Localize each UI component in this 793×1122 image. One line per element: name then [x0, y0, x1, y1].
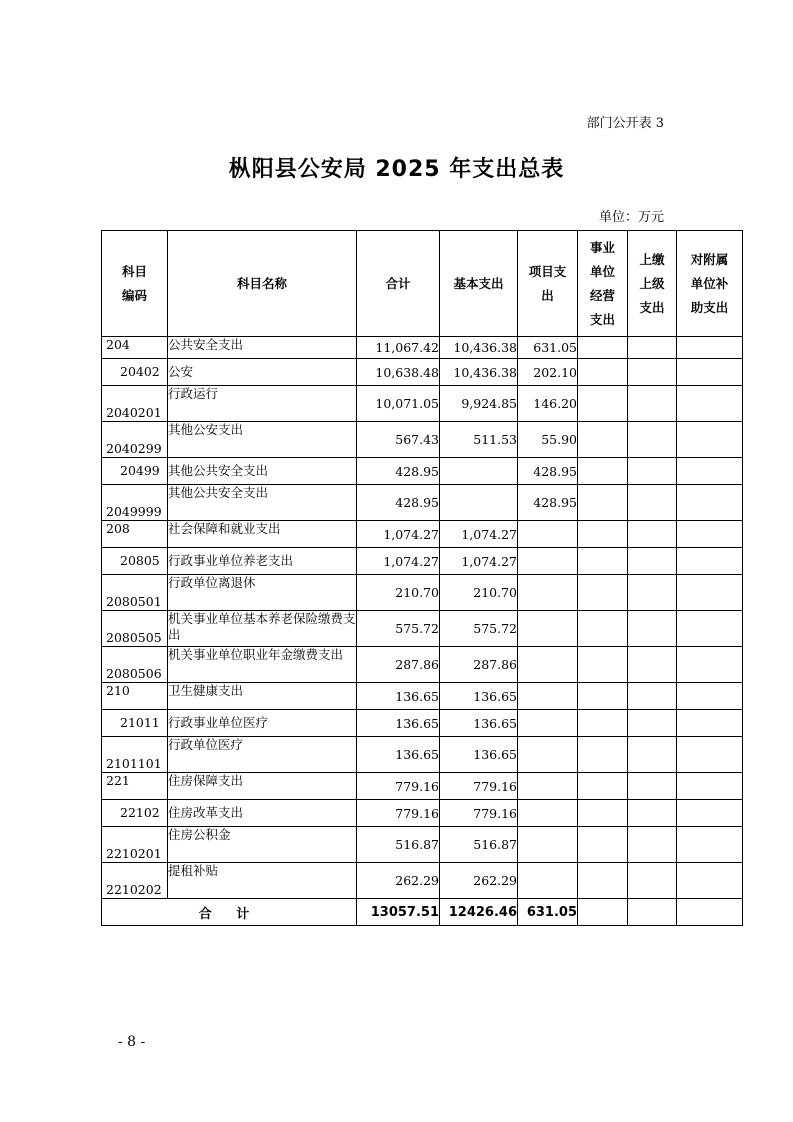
empty-cell	[677, 800, 743, 827]
empty-cell	[578, 548, 628, 575]
total-amount: 11,067.42	[357, 337, 440, 359]
basic-amount: 1,074.27	[440, 548, 518, 575]
header-total: 合计	[357, 231, 440, 337]
table-row	[102, 386, 743, 422]
header-business-line: 事业	[589, 239, 615, 255]
total-amount: 287.86	[357, 647, 440, 683]
project-amount	[518, 575, 578, 611]
subject-name: 其他公安支出	[168, 422, 357, 458]
header-upper-line: 上缴	[639, 251, 665, 267]
subject-name: 提租补贴	[168, 863, 357, 899]
subject-code-cell	[102, 800, 168, 827]
subject-name: 卫生健康支出	[168, 683, 357, 710]
subject-code-cell	[102, 386, 168, 422]
empty-cell	[628, 386, 677, 422]
subject-code-cell	[102, 737, 168, 773]
empty-cell	[628, 458, 677, 485]
table-row	[102, 337, 743, 359]
grand-project-amount: 631.05	[518, 899, 578, 926]
subject-name: 行政运行	[168, 386, 357, 422]
empty-cell	[677, 485, 743, 521]
total-amount: 210.70	[357, 575, 440, 611]
table-row	[102, 800, 743, 827]
subject-code: 208	[106, 521, 130, 536]
header-subsidy-line: 助支出	[690, 299, 729, 315]
header-name: 科目名称	[168, 231, 357, 337]
project-amount	[518, 611, 578, 647]
project-amount	[518, 863, 578, 899]
subject-code: 21011	[120, 715, 160, 730]
empty-cell	[677, 647, 743, 683]
empty-cell	[677, 548, 743, 575]
empty-cell	[578, 575, 628, 611]
grand-total-amount: 13057.51	[357, 899, 440, 926]
header-project-line: 项目支	[528, 263, 567, 279]
subject-code-cell	[102, 485, 168, 521]
empty-cell	[578, 710, 628, 737]
empty-cell	[677, 827, 743, 863]
table-row	[102, 521, 743, 548]
subject-name: 公共安全支出	[168, 337, 357, 359]
empty-cell	[628, 575, 677, 611]
header-code-line: 科目	[121, 263, 147, 279]
basic-amount: 511.53	[440, 422, 518, 458]
subject-code: 2210202	[106, 882, 162, 897]
header-subsidy-line: 单位补	[690, 275, 729, 291]
subject-code: 22102	[120, 805, 160, 820]
header-basic: 基本支出	[440, 231, 518, 337]
project-amount	[518, 683, 578, 710]
project-amount: 631.05	[518, 337, 578, 359]
subject-name: 其他公共安全支出	[168, 485, 357, 521]
total-amount: 1,074.27	[357, 548, 440, 575]
header-subsidy-line: 对附属	[690, 251, 729, 267]
table-row	[102, 458, 743, 485]
subject-code-cell	[102, 827, 168, 863]
subject-code: 210	[106, 683, 130, 698]
subject-code-cell	[102, 611, 168, 647]
header-project	[518, 231, 578, 337]
header-business-line: 单位	[589, 263, 615, 279]
empty-cell	[677, 611, 743, 647]
project-amount: 202.10	[518, 359, 578, 386]
empty-cell	[578, 485, 628, 521]
subject-name: 住房公积金	[168, 827, 357, 863]
project-amount	[518, 737, 578, 773]
empty-cell	[628, 737, 677, 773]
basic-amount: 136.65	[440, 710, 518, 737]
empty-cell	[578, 521, 628, 548]
grand-basic-amount: 12426.46	[440, 899, 518, 926]
header-upper-line: 支出	[639, 299, 665, 315]
empty-cell	[628, 611, 677, 647]
empty-cell	[578, 800, 628, 827]
table-row	[102, 683, 743, 710]
header-code-line: 编码	[121, 287, 147, 303]
subject-name: 行政事业单位医疗	[168, 710, 357, 737]
basic-amount: 287.86	[440, 647, 518, 683]
subject-code: 2040201	[106, 405, 162, 420]
basic-amount: 9,924.85	[440, 386, 518, 422]
subject-code: 2080501	[106, 594, 162, 609]
empty-cell	[578, 458, 628, 485]
empty-cell	[628, 359, 677, 386]
subject-code: 20499	[120, 463, 160, 478]
header-business	[578, 231, 628, 337]
project-amount	[518, 710, 578, 737]
basic-amount: 516.87	[440, 827, 518, 863]
basic-amount: 210.70	[440, 575, 518, 611]
subject-code-cell	[102, 337, 168, 359]
project-amount	[518, 773, 578, 800]
subject-code-cell	[102, 548, 168, 575]
total-amount: 428.95	[357, 485, 440, 521]
empty-cell	[677, 575, 743, 611]
empty-cell	[628, 683, 677, 710]
project-amount	[518, 548, 578, 575]
empty-cell	[628, 710, 677, 737]
empty-cell	[578, 773, 628, 800]
empty-cell	[628, 827, 677, 863]
empty-cell	[677, 737, 743, 773]
empty-cell	[677, 899, 743, 926]
empty-cell	[677, 863, 743, 899]
project-amount	[518, 521, 578, 548]
empty-cell	[578, 683, 628, 710]
subject-code-cell	[102, 863, 168, 899]
basic-amount: 136.65	[440, 737, 518, 773]
total-amount: 779.16	[357, 773, 440, 800]
subject-name: 行政单位离退休	[168, 575, 357, 611]
project-amount: 55.90	[518, 422, 578, 458]
page-title: 枞阳县公安局 2025 年支出总表	[228, 157, 565, 182]
subject-code-cell	[102, 647, 168, 683]
total-amount: 567.43	[357, 422, 440, 458]
subject-code: 2101101	[106, 756, 162, 771]
empty-cell	[677, 386, 743, 422]
total-amount: 136.65	[357, 683, 440, 710]
subject-code: 2210201	[106, 846, 162, 861]
project-amount	[518, 647, 578, 683]
total-amount: 136.65	[357, 737, 440, 773]
subject-code-cell	[102, 575, 168, 611]
subject-name: 住房保障支出	[168, 773, 357, 800]
empty-cell	[628, 800, 677, 827]
empty-cell	[578, 899, 628, 926]
empty-cell	[628, 863, 677, 899]
basic-amount: 262.29	[440, 863, 518, 899]
header-subsidy	[677, 231, 743, 337]
subject-code-cell	[102, 521, 168, 548]
empty-cell	[628, 485, 677, 521]
subject-name: 社会保障和就业支出	[168, 521, 357, 548]
subject-code: 2049999	[106, 504, 162, 519]
expenditure-table	[101, 230, 743, 926]
table-row	[102, 710, 743, 737]
empty-cell	[677, 422, 743, 458]
basic-amount	[440, 458, 518, 485]
header-business-line: 经营	[589, 287, 615, 303]
table-row	[102, 647, 743, 683]
project-amount: 428.95	[518, 458, 578, 485]
subject-code: 204	[106, 337, 130, 352]
basic-amount: 779.16	[440, 773, 518, 800]
total-label: 合 计	[102, 899, 357, 926]
subject-name: 住房改革支出	[168, 800, 357, 827]
basic-amount: 10,436.38	[440, 359, 518, 386]
table-row	[102, 737, 743, 773]
project-amount: 146.20	[518, 386, 578, 422]
empty-cell	[677, 521, 743, 548]
basic-amount: 10,436.38	[440, 337, 518, 359]
subject-code: 2080505	[106, 630, 162, 645]
table-row	[102, 575, 743, 611]
header-code	[102, 231, 168, 337]
total-amount: 428.95	[357, 458, 440, 485]
empty-cell	[578, 386, 628, 422]
subject-code: 20805	[120, 553, 160, 568]
project-amount	[518, 827, 578, 863]
subject-name: 机关事业单位基本养老保险缴费支出	[168, 611, 357, 647]
empty-cell	[677, 359, 743, 386]
subject-name: 公安	[168, 359, 357, 386]
subject-name: 行政单位医疗	[168, 737, 357, 773]
empty-cell	[578, 359, 628, 386]
table-row	[102, 485, 743, 521]
table-row	[102, 548, 743, 575]
empty-cell	[628, 548, 677, 575]
empty-cell	[578, 863, 628, 899]
table-row	[102, 863, 743, 899]
subject-name: 行政事业单位养老支出	[168, 548, 357, 575]
subject-code-cell	[102, 773, 168, 800]
subject-code-cell	[102, 710, 168, 737]
header-upper	[628, 231, 677, 337]
total-row	[102, 899, 743, 926]
project-amount: 428.95	[518, 485, 578, 521]
subject-code: 2080506	[106, 666, 162, 681]
empty-cell	[677, 458, 743, 485]
table-header-row	[102, 231, 743, 337]
basic-amount: 779.16	[440, 800, 518, 827]
basic-amount: 575.72	[440, 611, 518, 647]
document-label: 部门公开表 3	[586, 116, 664, 131]
empty-cell	[677, 710, 743, 737]
empty-cell	[677, 683, 743, 710]
subject-code-cell	[102, 359, 168, 386]
total-amount: 516.87	[357, 827, 440, 863]
basic-amount: 1,074.27	[440, 521, 518, 548]
empty-cell	[628, 422, 677, 458]
empty-cell	[578, 827, 628, 863]
basic-amount	[440, 485, 518, 521]
subject-code-cell	[102, 422, 168, 458]
empty-cell	[578, 647, 628, 683]
subject-code-cell	[102, 458, 168, 485]
empty-cell	[578, 611, 628, 647]
header-business-line: 支出	[589, 311, 615, 327]
empty-cell	[677, 337, 743, 359]
total-amount: 575.72	[357, 611, 440, 647]
basic-amount: 136.65	[440, 683, 518, 710]
empty-cell	[578, 337, 628, 359]
header-project-line: 出	[541, 287, 554, 303]
subject-name: 其他公共安全支出	[168, 458, 357, 485]
subject-code: 20402	[120, 364, 160, 379]
empty-cell	[628, 647, 677, 683]
total-amount: 10,638.48	[357, 359, 440, 386]
total-amount: 262.29	[357, 863, 440, 899]
total-amount: 10,071.05	[357, 386, 440, 422]
subject-code: 2040299	[106, 441, 162, 456]
total-amount: 1,074.27	[357, 521, 440, 548]
empty-cell	[677, 773, 743, 800]
table-row	[102, 422, 743, 458]
header-upper-line: 上级	[639, 275, 665, 291]
empty-cell	[578, 422, 628, 458]
project-amount	[518, 800, 578, 827]
subject-code: 221	[106, 773, 130, 788]
table-row	[102, 611, 743, 647]
total-amount: 136.65	[357, 710, 440, 737]
empty-cell	[628, 337, 677, 359]
table-row	[102, 773, 743, 800]
empty-cell	[578, 737, 628, 773]
unit-label: 单位：万元	[598, 210, 664, 225]
empty-cell	[628, 521, 677, 548]
empty-cell	[628, 773, 677, 800]
total-amount: 779.16	[357, 800, 440, 827]
page-number: - 8 -	[118, 1034, 146, 1050]
subject-code-cell	[102, 683, 168, 710]
table-row	[102, 827, 743, 863]
table-row	[102, 359, 743, 386]
subject-name: 机关事业单位职业年金缴费支出	[168, 647, 357, 683]
empty-cell	[628, 899, 677, 926]
